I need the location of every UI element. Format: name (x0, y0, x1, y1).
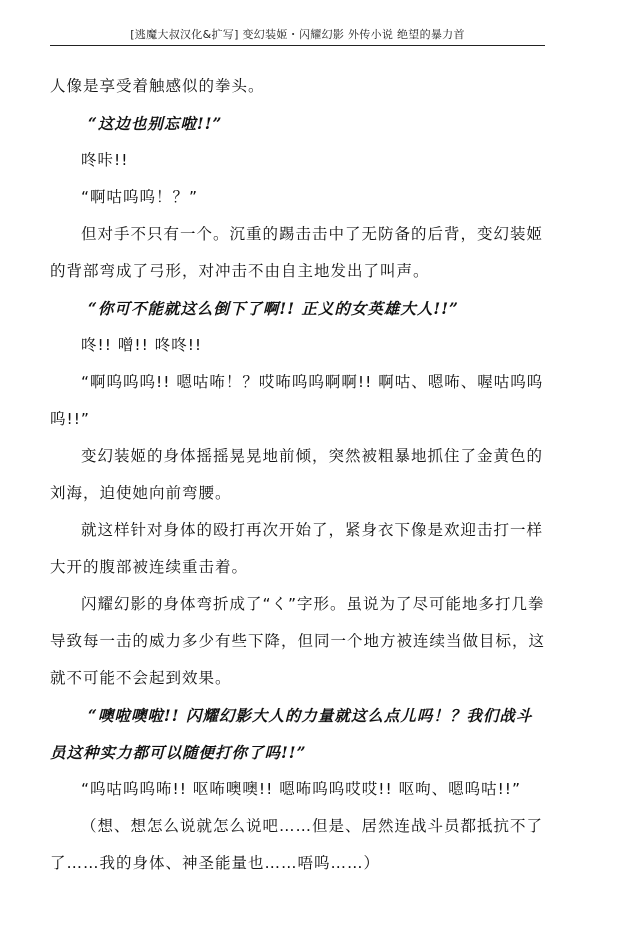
paragraph-3: 咚咔!! (81, 151, 129, 169)
paragraph-1: 人像是享受着触感似的拳头。 (50, 77, 265, 95)
dialogue-emphasis-2: “你可不能就这么倒下了啊!! 正义的女英雄大人!!” (88, 299, 459, 318)
paragraph-5: 但对手不只有一个。沉重的踢击击中了无防备的后背，变幻装姬的背部弯成了弓形，对冲击不由自主地发出了叫声。 (50, 225, 544, 280)
dialogue-emphasis-1: “这边也别忘啦!!” (88, 114, 223, 133)
paragraph-13: “呜咕呜呜咘!! 呕咘噢噢!! 嗯咘呜呜哎哎!! 呕呴、嗯呜咕!!” (81, 780, 522, 798)
running-header: [逃魔大叔汉化&扩写] 变幻装姬・闪耀幻影 外传小说 绝望的暴力首 (130, 28, 465, 41)
paragraph-14: （想、想怎么说就怎么说吧……但是、居然连战斗员都抵抗不了了……我的身体、神圣能量也……唔呜……） (50, 817, 544, 872)
header-rule (50, 45, 545, 46)
document-body (50, 68, 547, 882)
paragraph-8: “啊呜呜呜!! 嗯咕咘！？哎咘呜呜啊啊!! 啊咕、嗯咘、喔咕呜呜呜!!” (50, 373, 544, 428)
paragraph-9: 变幻装姬的身体摇摇晃晃地前倾，突然被粗暴地抓住了金黄色的刘海，迫使她向前弯腰。 (50, 447, 544, 502)
paragraph-10: 就这样针对身体的殴打再次开始了，紧身衣下像是欢迎击打一样大开的腹部被连续重击着。 (50, 521, 544, 576)
dialogue-emphasis-3: “噢啦噢啦!! 闪耀幻影大人的力量就这么点儿吗！？我们战斗员这种实力都可以随便打你了吗!!” (50, 706, 533, 762)
paragraph-4: “啊咕呜呜！？” (81, 188, 199, 206)
paragraph-11: 闪耀幻影的身体弯折成了“く”字形。虽说为了尽可能地多打几拳导致每一击的威力多少有些下降，但同一个地方被连续当做目标，这就不可能不会起到效果。 (50, 595, 546, 687)
paragraph-7: 咚!! 噌!! 咚咚!! (81, 336, 203, 354)
